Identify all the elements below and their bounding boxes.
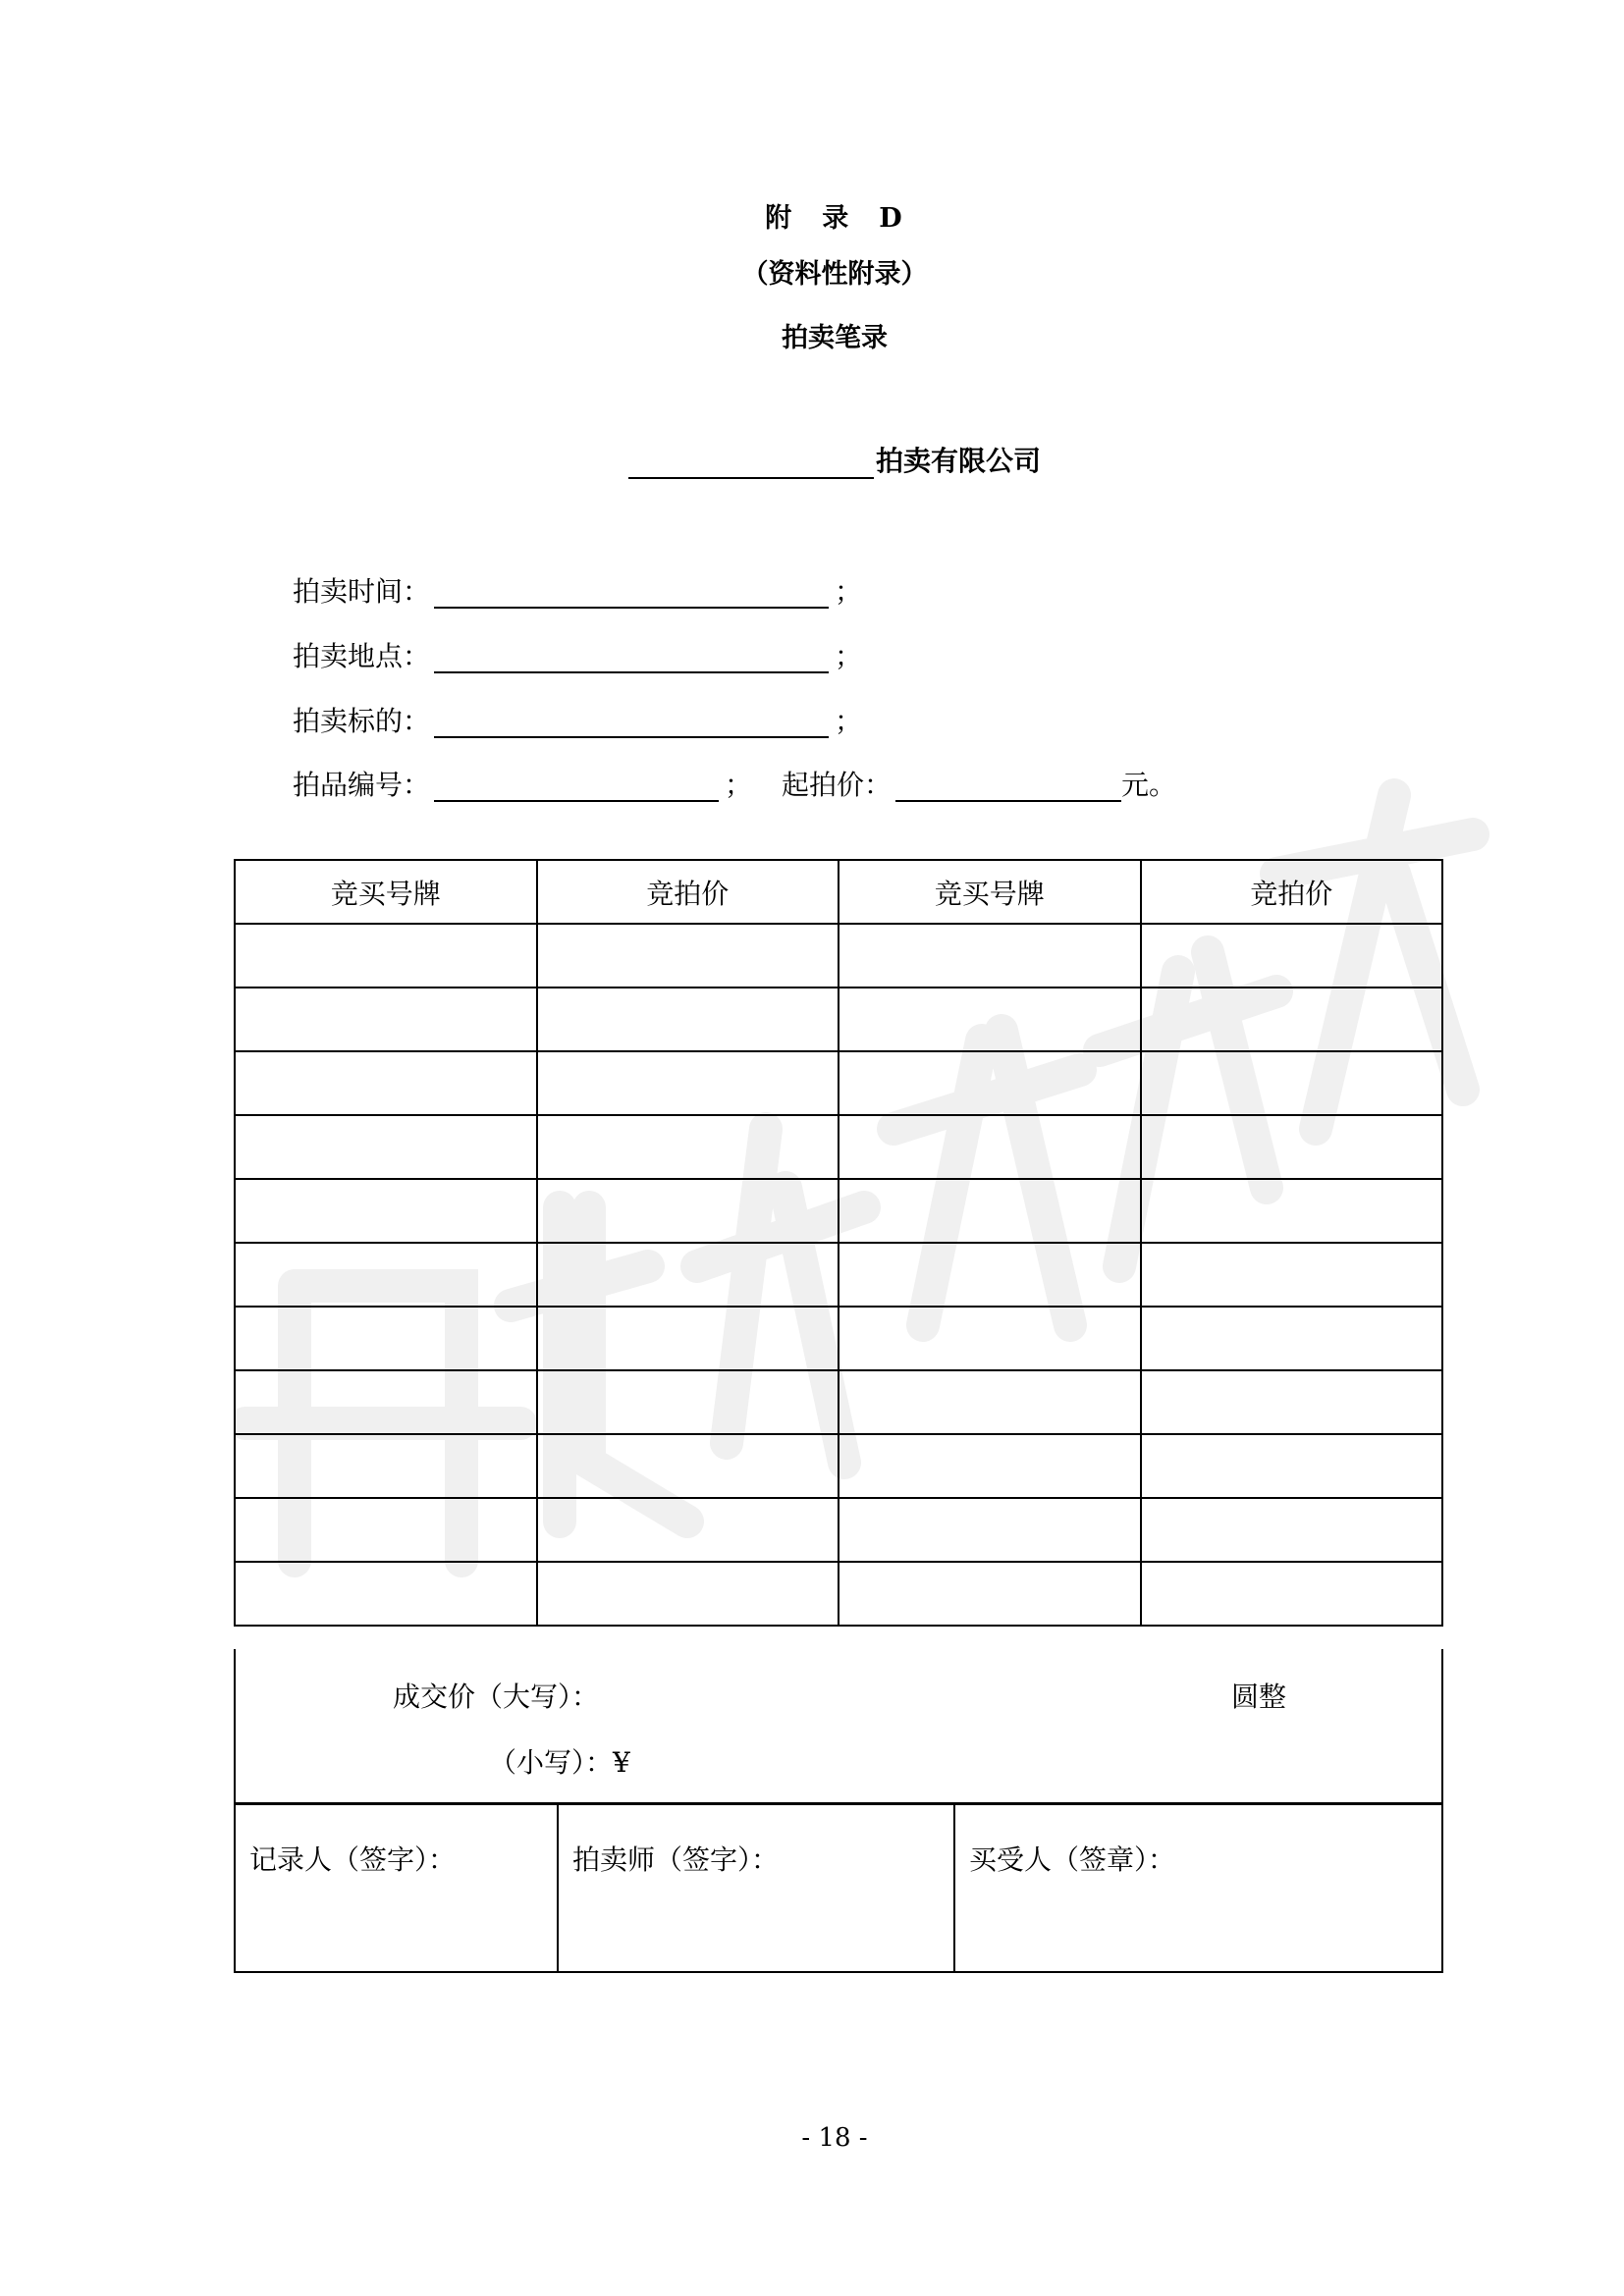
bid-price-cell[interactable] [1141,1498,1443,1562]
bidder-number-cell[interactable] [839,1179,1141,1243]
bid-price-cell[interactable] [1141,1179,1443,1243]
bidder-number-cell[interactable] [839,1498,1141,1562]
auction-place-label: 拍卖地点： [293,640,431,672]
start-price-label: 起拍价： [782,769,893,801]
bidder-number-cell[interactable] [839,988,1141,1051]
item-number-blank[interactable] [434,771,719,802]
table-row [235,1370,1442,1434]
item-number-field [293,769,1176,802]
bid-price-cell[interactable] [537,1434,839,1498]
buyer-signature-cell[interactable] [953,1805,1441,1971]
bid-price-cell[interactable] [1141,1243,1443,1307]
recorder-label: 记录人（签字）： [249,1843,457,1876]
bidder-number-cell[interactable] [839,1370,1141,1434]
company-suffix: 拍卖有限公司 [876,445,1042,477]
bid-table-body [235,924,1442,1626]
bid-price-cell[interactable] [1141,1562,1443,1626]
auction-subject-label: 拍卖标的： [293,705,431,737]
bidder-number-cell[interactable] [235,988,537,1051]
table-row [235,1115,1442,1179]
bidder-number-cell[interactable] [235,1243,537,1307]
bid-price-cell[interactable] [1141,988,1443,1051]
bid-price-cell[interactable] [537,1307,839,1370]
bid-price-cell[interactable] [537,1179,839,1243]
page-title: 拍卖笔录 [782,323,888,353]
bid-price-cell[interactable] [1141,1370,1443,1434]
company-line [628,440,1041,479]
semicolon: ； [725,769,753,801]
bidder-number-cell[interactable] [235,1498,537,1562]
bidder-number-cell[interactable] [839,1562,1141,1626]
bid-price-cell[interactable] [537,1051,839,1115]
bidder-number-cell[interactable] [235,1434,537,1498]
table-row [235,1051,1442,1115]
header-bid-price-1: 竞拍价 [537,860,839,924]
deal-price-section [234,1649,1443,1804]
bidder-number-cell[interactable] [839,1051,1141,1115]
company-name-blank[interactable] [628,450,874,479]
appendix-type: （资料性附录） [741,259,928,290]
bid-price-cell[interactable] [537,924,839,988]
bidder-number-cell[interactable] [839,924,1141,988]
recorder-signature-cell[interactable] [236,1805,557,1971]
table-row [235,924,1442,988]
bid-price-cell[interactable] [537,1243,839,1307]
start-price-blank[interactable] [895,771,1121,802]
bid-table [234,859,1443,1627]
table-row [235,1562,1442,1626]
auction-time-blank[interactable] [434,577,829,609]
deal-price-numeric-label: （小写）：¥ [489,1746,630,1779]
auction-place-field [293,640,862,673]
bid-price-cell[interactable] [537,1498,839,1562]
table-header-row [235,860,1442,924]
bid-price-cell[interactable] [537,988,839,1051]
header-bidder-number-1: 竞买号牌 [235,860,537,924]
bidder-number-cell[interactable] [839,1115,1141,1179]
appendix-label: 附 录 D [765,203,904,234]
auctioneer-signature-cell[interactable] [557,1805,953,1971]
table-row [235,1243,1442,1307]
bid-price-cell[interactable] [1141,1115,1443,1179]
header-bid-price-2: 竞拍价 [1141,860,1443,924]
bidder-number-cell[interactable] [235,1179,537,1243]
bidder-number-cell[interactable] [235,924,537,988]
table-row [235,1498,1442,1562]
semicolon: ； [835,575,863,608]
buyer-label: 买受人（签章）： [969,1843,1176,1876]
auction-time-label: 拍卖时间： [293,575,431,608]
bidder-number-cell[interactable] [839,1307,1141,1370]
bid-price-cell[interactable] [1141,924,1443,988]
bidder-number-cell[interactable] [235,1115,537,1179]
table-row [235,1434,1442,1498]
bid-price-cell[interactable] [537,1562,839,1626]
table-row [235,1179,1442,1243]
table-row [235,988,1442,1051]
page-number: - 18 - [801,2123,868,2153]
auctioneer-label: 拍卖师（签字）： [572,1843,780,1876]
auction-place-blank[interactable] [434,642,829,673]
deal-price-capital-label: 成交价（大写）： [393,1681,600,1713]
semicolon: ； [835,705,863,737]
item-number-label: 拍品编号： [293,769,431,801]
bid-price-cell[interactable] [537,1370,839,1434]
bid-price-cell[interactable] [1141,1307,1443,1370]
bidder-number-cell[interactable] [235,1370,537,1434]
bidder-number-cell[interactable] [235,1307,537,1370]
bidder-number-cell[interactable] [839,1434,1141,1498]
auction-time-field [293,575,862,609]
header-bidder-number-2: 竞买号牌 [839,860,1141,924]
bid-price-cell[interactable] [1141,1051,1443,1115]
yuan-label: 元。 [1121,769,1177,801]
table-row [235,1307,1442,1370]
bidder-number-cell[interactable] [839,1243,1141,1307]
signature-row [234,1803,1443,1973]
auction-subject-blank[interactable] [434,707,829,738]
bid-price-cell[interactable] [537,1115,839,1179]
bid-price-cell[interactable] [1141,1434,1443,1498]
semicolon: ； [835,640,863,672]
bidder-number-cell[interactable] [235,1051,537,1115]
deal-price-unit: 圆整 [1231,1681,1287,1713]
auction-subject-field [293,705,862,738]
bidder-number-cell[interactable] [235,1562,537,1626]
